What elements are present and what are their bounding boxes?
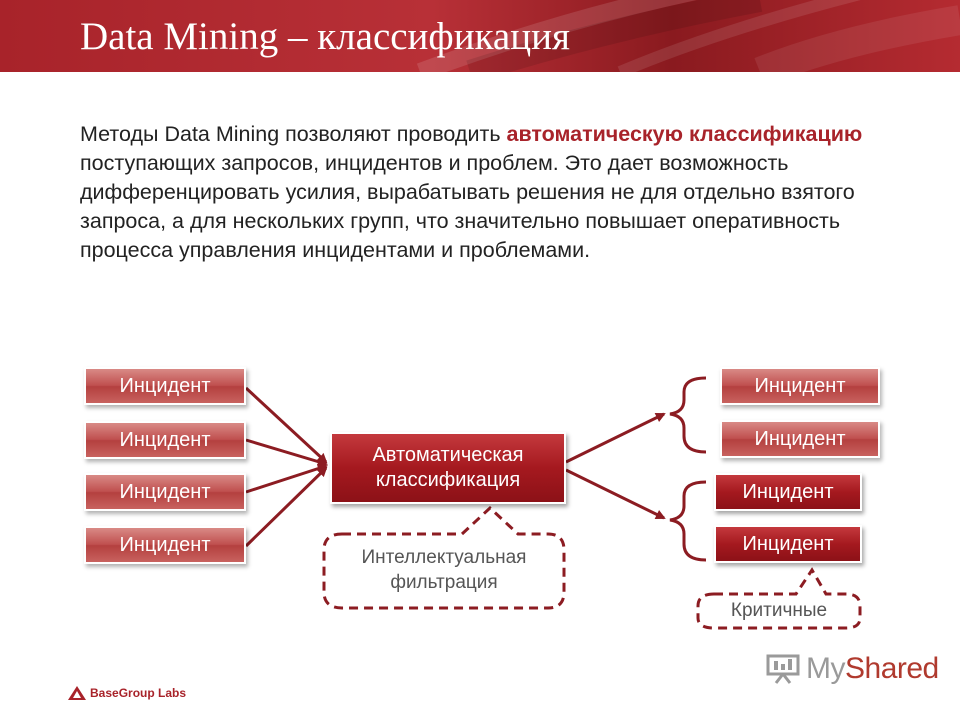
output-incident-normal-2: Инцидент (720, 420, 880, 458)
page-title: Data Mining – классификация (80, 15, 570, 58)
myshared-watermark (766, 652, 939, 686)
input-incident-1: Инцидент (84, 367, 246, 405)
logo-text: BaseGroup Labs (90, 686, 187, 700)
paragraph-text: Методы Data Mining позволяют проводить (80, 122, 507, 146)
input-incident-4: Инцидент (84, 526, 246, 564)
classifier-node: Автоматическая классификация (330, 432, 566, 504)
output-incident-critical-2: Инцидент (714, 525, 862, 563)
bracket-critical (670, 482, 706, 560)
basegroup-logo (68, 686, 186, 700)
paragraph-text: поступающих запросов, инцидентов и проблем. Это дает возможность дифференцировать усилия, вырабатывать решения не для отдельно взятого запроса, а для нескольких групп, что значительно повышает оперативность процесса управления инцидентами и проблемами. (80, 151, 855, 262)
filter-callout-label: Интеллектуальная фильтрация (361, 547, 527, 593)
input-incident-3: Инцидент (84, 473, 246, 511)
presentation-board-icon (766, 654, 800, 684)
arrow-output-normal (566, 414, 664, 462)
arrow-output-critical (566, 470, 664, 518)
paragraph-highlight: автоматическую классификацию (506, 122, 863, 146)
bracket-normal (670, 378, 706, 452)
critical-callout-label: Критичные (730, 600, 828, 621)
input-incident-2: Инцидент (84, 421, 246, 459)
watermark-text (806, 652, 939, 686)
watermark-text-my: My (806, 652, 845, 685)
watermark-text-shared: Shared (845, 652, 939, 685)
output-incident-critical-1: Инцидент (714, 473, 862, 511)
output-incident-normal-1: Инцидент (720, 367, 880, 405)
logo-triangle-icon (68, 686, 86, 700)
